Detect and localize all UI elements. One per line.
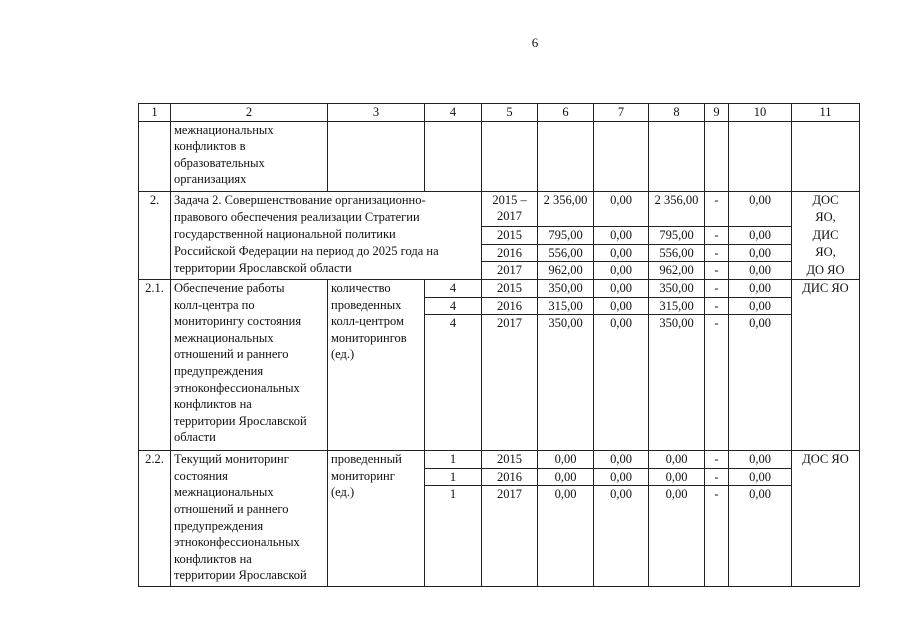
indicator-value: 4 [425,280,482,298]
item-number: 2.2. [139,451,171,587]
task-year-row: 2017 962,00 0,00 962,00 - 0,00 [139,262,860,280]
header-cell: 1 [139,104,171,122]
item-title: Текущий мониторинг состояния межнациональных отношений и раннего предупреждения этноконфессиональных конфликтов на территории Ярославской [171,451,328,587]
amount-cell: 0,00 [594,191,649,226]
amount-cell: 2 356,00 [649,191,705,226]
amount-cell: 2 356,00 [538,191,594,226]
task-number: 2. [139,191,171,280]
indicator-cell: количество проведенных колл-центром мониторингов (ед.) [328,280,425,451]
item-number: 2.1. [139,280,171,451]
header-cell: 11 [792,104,860,122]
year-cell: 2015 – 2017 [482,191,538,226]
dash-cell: - [705,191,729,226]
header-cell: 9 [705,104,729,122]
executor-cell: ДОС ЯО [792,451,860,587]
continuation-text: межнациональных конфликтов в образовательных организациях [171,121,328,191]
program-table [138,103,860,587]
indicator-cell: проведенный мониторинг (ед.) [328,451,425,587]
header-cell: 5 [482,104,538,122]
indicator-value: 1 [425,451,482,469]
header-cell: 6 [538,104,594,122]
header-cell: 3 [328,104,425,122]
item-year-row: 1 2016 0,00 0,00 0,00 - 0,00 [139,468,860,486]
header-cell: 10 [729,104,792,122]
header-cell: 2 [171,104,328,122]
item-year-row: 4 2016 315,00 0,00 315,00 - 0,00 [139,297,860,315]
executor-cell: ДИС ЯО [792,280,860,451]
amount-cell: 0,00 [729,191,792,226]
header-cell: 8 [649,104,705,122]
task-year-row: 2016 556,00 0,00 556,00 - 0,00 [139,244,860,262]
task-row [139,191,860,226]
item-row: 2.1. Обеспечение работы колл-центра по мониторингу состояния межнациональных отношений и раннего предупреждения этноконфессиональных конфликтов на территории Ярославской области количество проведенных колл-центром мониторингов (ед.) 4 2015 350,00 0,00 350,00 - 0,00 ДИС ЯО [139,280,860,298]
task-year-row: 2015 795,00 0,00 795,00 - 0,00 [139,226,860,244]
header-row [139,104,860,122]
continuation-row [139,121,860,191]
header-cell: 7 [594,104,649,122]
page-number: 6 [531,35,539,50]
task-title: Задача 2. Совершенствование организационно- правового обеспечения реализации Стратегии государственной национальной политики Российской Федерации на период до 2025 года на территории Ярославской области [171,191,482,280]
item-row: 2.2. Текущий мониторинг состояния межнациональных отношений и раннего предупреждения этноконфессиональных конфликтов на территории Ярославской проведенный мониторинг (ед.) 1 2015 0,00 0,00 0,00 - 0,00 ДОС ЯО [139,451,860,469]
executor-cell: ДОС ЯО, ДИС ЯО, ДО ЯО [792,191,860,280]
item-year-row: 4 2017 350,00 0,00 350,00 - 0,00 [139,315,860,451]
item-year-row: 1 2017 0,00 0,00 0,00 - 0,00 [139,486,860,587]
header-cell: 4 [425,104,482,122]
item-title: Обеспечение работы колл-центра по мониторингу состояния межнациональных отношений и раннего предупреждения этноконфессиональных конфликтов на территории Ярославской области [171,280,328,451]
